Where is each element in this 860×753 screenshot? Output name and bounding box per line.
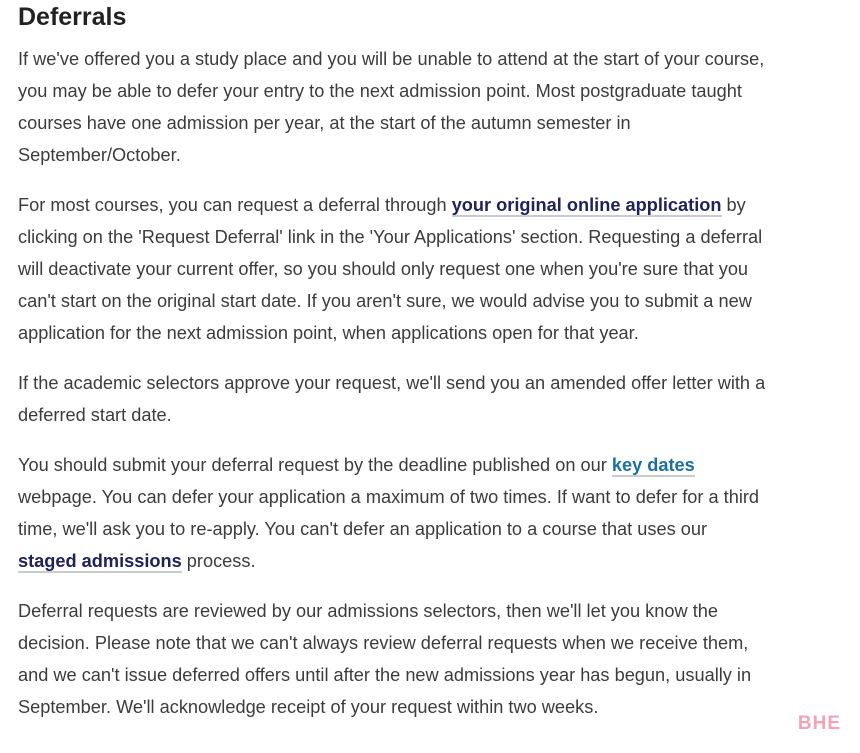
page-heading: Deferrals (18, 3, 127, 31)
paragraph-review: Deferral requests are reviewed by our admissions selectors, then we'll let you know the decision. Please note that we can't always review deferral requests when we receive them, and we can't issue deferred offers until after the new admissions year has begun, usually in September. We'll acknowledge receipt of your request within two weeks. (18, 601, 752, 717)
staged-admissions-link[interactable]: staged admissions (18, 551, 182, 571)
deferrals-section (18, 0, 770, 723)
watermark-logo: BHE (797, 713, 841, 734)
key-dates-link[interactable]: key dates (611, 455, 695, 475)
paragraph-text: webpage. You can defer your application a maximum of two times. If want to defer for a third time, we'll ask you to re-apply. You can't defer an application to a course that uses our (18, 487, 760, 539)
original-online-application-link[interactable]: your original online application (451, 195, 722, 215)
paragraph-text: You should submit your deferral request by the deadline published on our (18, 455, 612, 475)
paragraph-approval: If the academic selectors approve your request, we'll send you an amended offer letter with a deferred start date. (18, 373, 766, 425)
paragraph-text: process. (181, 551, 256, 571)
paragraph-offer-deferral: If we've offered you a study place and you will be unable to attend at the start of your course, you may be able to defer your entry to the next admission point. Most postgraduate taught courses have one admission per year, at the start of the autumn semester in September/October. (18, 49, 765, 165)
paragraph-text: For most courses, you can request a deferral through (18, 195, 452, 215)
paragraph-request-deferral (18, 189, 770, 349)
paragraph-text: by clicking on the 'Request Deferral' link in the 'Your Applications' section. Requesting a deferral will deactivate your current offer, so you should only request one when you're sure that you can't start on the original start date. If you aren't sure, we would advise you to submit a new application for the next admission point, when applications open for that year. (18, 195, 763, 343)
paragraph-deadline (18, 449, 770, 577)
